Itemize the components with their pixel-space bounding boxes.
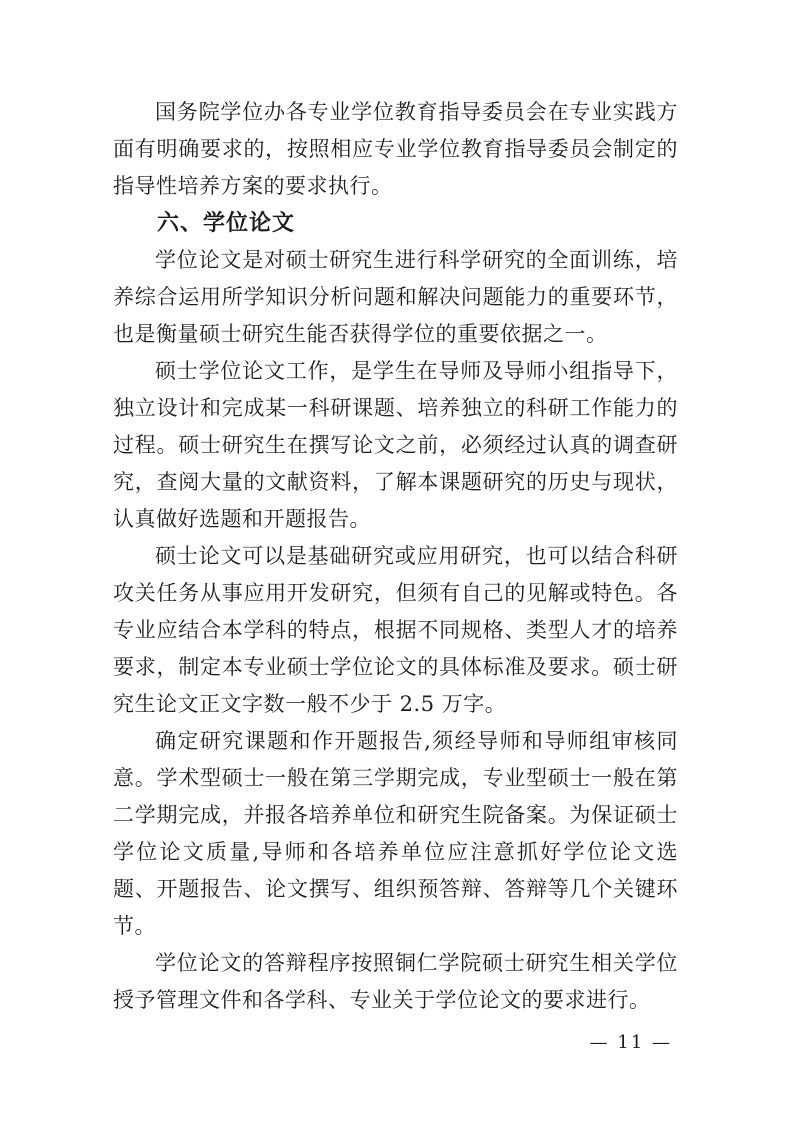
- document-body: [113, 94, 678, 1019]
- paragraph-thesis-purpose: 学位论文是对硕士研究生进行科学研究的全面训练，培养综合运用所学知识分析问题和解决问题能力的重要环节，也是衡量硕士研究生能否获得学位的重要依据之一。: [113, 248, 678, 346]
- section-heading-degree-thesis: 六、学位论文: [157, 211, 296, 236]
- paragraph-practice-guideline: 国务院学位办各专业学位教育指导委员会在专业实践方面有明确要求的，按照相应专业学位教育指导委员会制定的指导性培养方案的要求执行。: [113, 100, 678, 198]
- paragraph-thesis-types-requirements: 硕士论文可以是基础研究或应用研究，也可以结合科研攻关任务从事应用开发研究，但须有自己的见解或特色。各专业应结合本学科的特点，根据不同规格、类型人才的培养要求，制定本专业硕士学位论文的具体标准及要求。硕士研究生论文正文字数一般不少于 2.5 万字。: [113, 544, 678, 716]
- page-number: — 11 —: [589, 1032, 672, 1053]
- paragraph-topic-approval-schedule: 确定研究课题和作开题报告,须经导师和导师组审核同意。学术型硕士一般在第三学期完成，专业型硕士一般在第二学期完成，并报各培养单位和研究生院备案。为保证硕士学位论文质量,导师和各培养单位应注意抓好学位论文选题、开题报告、论文撰写、组织预答辩、答辩等几个关键环节。: [113, 729, 678, 938]
- paragraph-defense-procedure: 学位论文的答辩程序按照铜仁学院硕士研究生相关学位授予管理文件和各学科、专业关于学位论文的要求进行。: [113, 951, 678, 1012]
- paragraph-thesis-process: 硕士学位论文工作，是学生在导师及导师小组指导下，独立设计和完成某一科研课题、培养独立的科研工作能力的过程。硕士研究生在撰写论文之前，必须经过认真的调查研究，查阅大量的文献资料，了解本课题研究的历史与现状，认真做好选题和开题报告。: [113, 359, 678, 531]
